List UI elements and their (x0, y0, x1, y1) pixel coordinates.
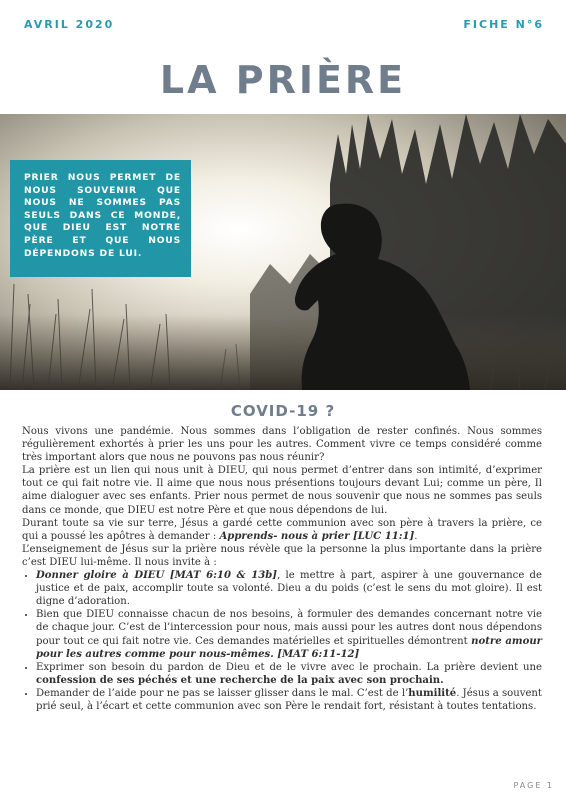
list-item-emphasis: humilité (408, 687, 457, 699)
list-item-text: Demander de l’aide pour ne pas se laisser glisser dans le mal. C’est de l’ (36, 687, 409, 699)
list-item-text: Exprimer son besoin du pardon de Dieu et de le vivre avec le prochain. La prière devient une (36, 661, 542, 673)
list-item-humility (36, 687, 542, 713)
list-item-text: , le mettre à part, aspirer à une gouvernance de justice et de paix, accomplir toute sa volonté. Dieu a du poids (c’est le sens du mot gloire). Il est digne d’adoration. (36, 570, 542, 608)
bible-reference: Apprends- nous à prier [LUC 11:1] (219, 530, 415, 542)
list-item-text: Bien que DIEU connaisse chacun de nos besoins, à formuler des demandes concernant notre vie de chaque jour. C’est de l’intercession pour nous, mais aussi pour les autres dont nous dépendons pour tout ce qui fait notre vie. Ces demandes matérielles et spirituelles démontrent (36, 609, 542, 647)
paragraph-prayer-link: La prière est un lien qui nous unit à DIEU, qui nous permet d’entrer dans son intimité, d’exprimer tout ce qui fait notre vie. Il aime que nous nous présentions toujours devant Lui; comme un père, Il aime dialoguer avec ses enfants. Prier nous permet de nous souvenir que nous ne sommes pas seuls dans ce monde, que DIEU est notre Père et que nous dépendons de lui. (22, 465, 542, 516)
list-item-requests (36, 608, 542, 660)
section-subtitle: COVID-19 ? (230, 402, 336, 420)
list-item-glory (36, 569, 542, 608)
invitation-list (22, 569, 542, 713)
header-date: AVRIL 2020 (24, 18, 115, 31)
paragraph-text: Durant toute sa vie sur terre, Jésus a gardé cette communion avec son père à travers la prière, ce qui a poussé les apôtres à demander : (22, 517, 542, 542)
body-text (22, 425, 542, 713)
bible-reference: notre amour pour les autres comme pour nous-mêmes. [MAT 6:11-12] (36, 635, 542, 660)
callout-box: PRIER NOUS PERMET DE NOUS SOUVENIR QUE NOUS NE SOMMES PAS SEULS DANS CE MONDE, QUE DIEU EST NOTRE PÈRE ET QUE NOUS DÉPENDONS DE LUI. (10, 160, 191, 277)
list-item-forgiveness (36, 661, 542, 687)
list-item-end: . Jésus a souvent prié seul, à l’écart et cette communion avec son Père le rendait fort, résistant à toutes tentations. (36, 687, 542, 712)
header-sheet-number: FICHE N°6 (463, 18, 544, 31)
page-title: LA PRIÈRE (159, 58, 407, 102)
page-number: PAGE 1 (513, 781, 554, 790)
paragraph-end: . (414, 530, 418, 542)
paragraph-teaching: L’enseignement de Jésus sur la prière nous révèle que la personne la plus importante dans la prière c’est DIEU lui-même. Il nous invite à : (22, 543, 542, 568)
bible-reference: Donner gloire à DIEU [MAT 6:10 & 13b] (36, 570, 278, 582)
list-item-emphasis: confession de ses péchés et une recherche de la paix avec son prochain. (36, 674, 444, 686)
paragraph-jesus-communion (22, 517, 542, 543)
paragraph-intro: Nous vivons une pandémie. Nous sommes dans l’obligation de rester confinés. Nous sommes régulièrement exhortés à prier les uns pour les autres. Comment vivre ce temps considéré comme très important alors que nous ne pouvons pas nous réunir? (22, 426, 542, 464)
